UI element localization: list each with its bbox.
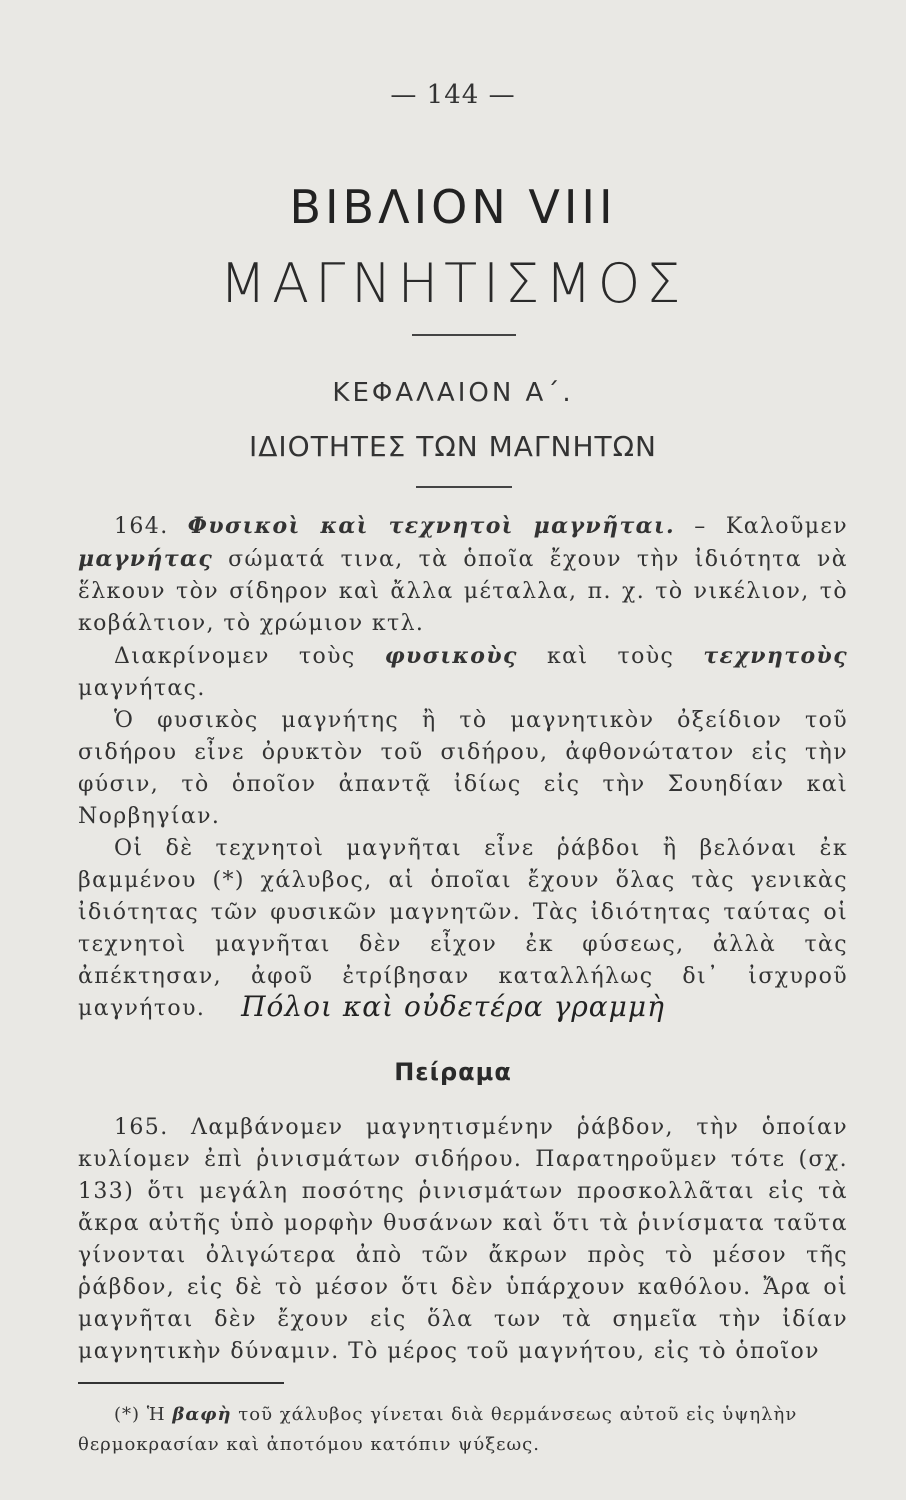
section-165	[78, 1112, 848, 1368]
text: μαγνήτας.	[78, 676, 206, 701]
section-heading: Πόλοι καὶ οὐδετέρα γραμμὴ	[241, 990, 665, 1023]
paragraph-164	[78, 510, 848, 640]
footnote-text: τοῦ χάλυβος γίνεται διὰ θερμάνσεως αὐτοῦ εἰς ὑψηλὴν θερμοκρασίαν καὶ ἀποτόμου κατόπιν ψύξεως.	[78, 1404, 798, 1455]
text: Διακρίνομεν τοὺς	[114, 644, 385, 669]
paragraph-heading: Φυσικοὶ καὶ τεχνητοὶ μαγνῆται.	[187, 513, 676, 539]
text: καὶ τοὺς	[517, 644, 704, 669]
paragraph-dash: – Καλοῦμεν	[675, 514, 848, 539]
paragraph-artificial-magnet: Οἱ δὲ τεχνητοὶ μαγνῆται εἶνε ῥάβδοι ἢ βελόναι ἐκ βαμμένου (*) χάλυβος, αἱ ὁποῖαι ἔχουν ὅλας τὰς γενικὰς ἰδιότητας τῶν φυσικῶν μαγνητῶν. Τὰς ἰδιότητας ταύτας οἱ τεχνητοὶ μαγνῆται δὲν εἶχον ἐκ φύσεως, ἀλλὰ τὰς ἀπέκτησαν, ἀφοῦ ἐτρίβησαν καταλλήλως δι᾽ ἰσχυροῦ μαγνήτου.	[78, 836, 848, 1021]
paragraph-text: σώματά τινα, τὰ ὁποῖα ἔχουν τὴν ἰδιότητα νὰ ἕλκουν τὸν σίδηρον καὶ ἄλλα μέταλλα, π. χ. τὸ νικέλιον, τὸ κοβάλτιον, τὸ χρώμιον κτλ.	[78, 547, 848, 636]
book-title: ΜΑΓΝΗΤΙΣΜΟΣ	[219, 252, 687, 315]
paragraph-165: 165. Λαμβάνομεν μαγνητισμένην ῥάβδον, τὴν ὁποίαν κυλίομεν ἐπὶ ῥινισμάτων σιδήρου. Παρατηροῦμεν τότε (σχ. 133) ὅτι μεγάλη ποσότης ῥινισμάτων προσκολλᾶται εἰς τὰ ἄκρα αὐτῆς ὑπὸ μορφὴν θυσάνων καὶ ὅτι τὰ ῥινίσματα ταῦτα γίνονται ὀλιγώτερα ἀπὸ τῶν ἄκρων πρὸς τὸ μέσον τῆς ῥάβδον, εἰς δὲ τὸ μέσον ὅτι δὲν ὑπάρχουν καθόλου. Ἄρα οἱ μαγνῆται δὲν ἔχουν εἰς ὅλα των τὰ σημεῖα τὴν ἰδίαν μαγνητικὴν δύναμιν. Τὸ μέρος τοῦ μαγνήτου, εἰς τὸ ὁποῖον	[78, 1115, 848, 1364]
experiment-label: Πείραμα	[394, 1058, 512, 1086]
chapter-divider	[416, 486, 512, 488]
section-164	[78, 510, 848, 1025]
term-magnets: μαγνήτας	[78, 546, 214, 572]
paragraph-number: 164.	[114, 514, 169, 539]
footnote-mark: (*) Ἡ	[114, 1404, 173, 1425]
footnote-term: βαφὴ	[172, 1404, 232, 1425]
paragraph-distinguish	[78, 640, 848, 705]
footnote	[78, 1400, 848, 1460]
term-natural: φυσικοὺς	[384, 643, 518, 669]
footnote-rule	[78, 1382, 284, 1384]
paragraph-natural-magnet: Ὁ φυσικὸς μαγνήτης ἢ τὸ μαγνητικὸν ὀξείδιον τοῦ σιδήρου εἶνε ὀρυκτὸν τοῦ σιδήρου, ἀφθονώτατον εἰς τὴν φύσιν, τὸ ὁποῖον ἀπαντᾷ ἰδίως εἰς τὴν Σουηδίαν καὶ Νορβηγίαν.	[78, 708, 848, 829]
title-divider	[412, 334, 516, 336]
page-number: — 144 —	[390, 80, 516, 110]
term-artificial: τεχνητοὺς	[703, 643, 848, 669]
book-label: ΒΙΒΛΙΟΝ VIII	[289, 180, 617, 234]
chapter-title: ΙΔΙΟΤΗΤΕΣ ΤΩΝ ΜΑΓΝΗΤΩΝ	[249, 430, 657, 463]
chapter-label: ΚΕΦΑΛΑΙΟΝ Α΄.	[332, 378, 574, 408]
